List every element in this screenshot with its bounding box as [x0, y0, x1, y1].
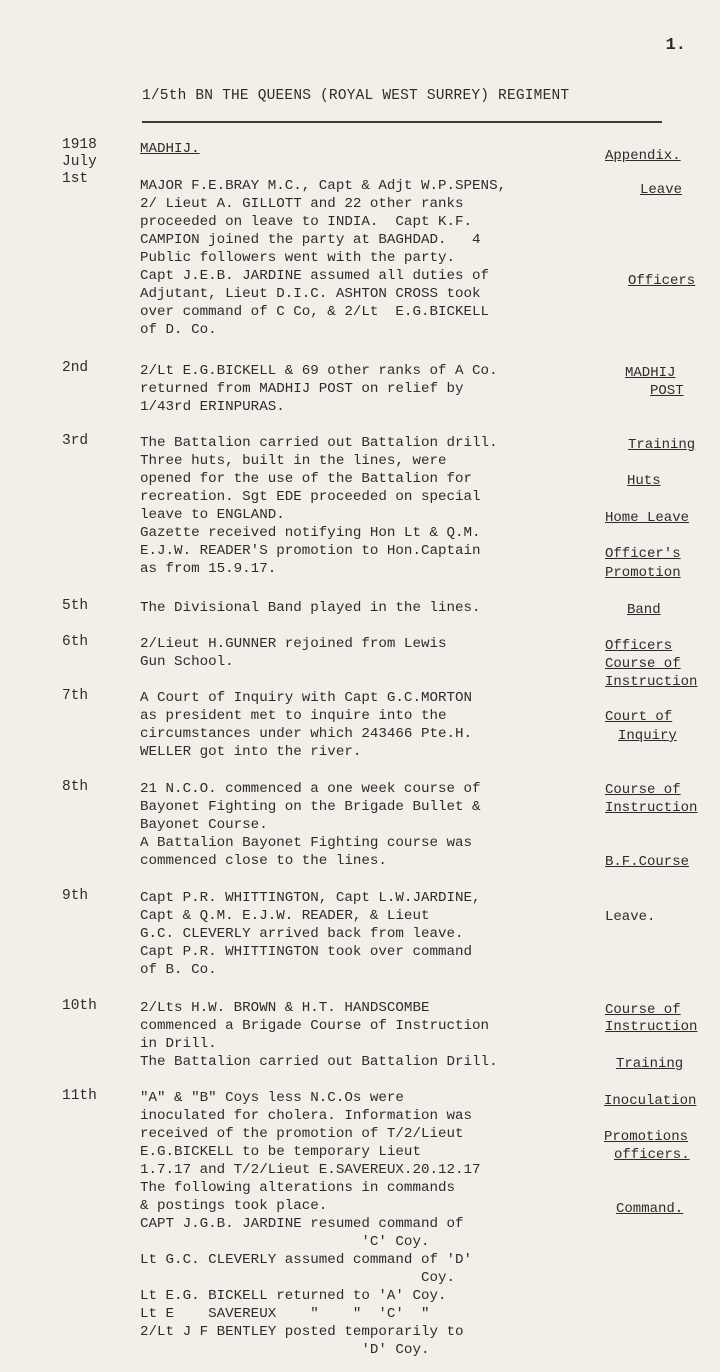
- appendix-label: Promotions: [604, 1129, 689, 1145]
- entry-line: opened for the use of the Battalion for: [140, 471, 473, 487]
- appendix-label: Officer's: [605, 546, 681, 562]
- entry-line: received of the promotion of T/2/Lieut: [140, 1126, 464, 1142]
- entry-line: over command of C Co, & 2/Lt E.G.BICKELL: [140, 304, 490, 320]
- entry-date: 10th: [62, 998, 97, 1014]
- entry-line: Gazette received notifying Hon Lt & Q.M.: [140, 525, 481, 541]
- entry-line: as president met to inquire into the: [140, 708, 447, 724]
- entry-date: 6th: [62, 634, 89, 650]
- entry-line: & postings took place.: [140, 1198, 328, 1214]
- entry-text: [140, 999, 602, 1071]
- entry-line: 2/Lieut H.GUNNER rejoined from Lewis: [140, 636, 447, 652]
- entry-line: Bayonet Course.: [140, 817, 268, 833]
- entry-line: 2/Lt E.G.BICKELL & 69 other ranks of A Co.: [140, 363, 498, 379]
- entry-line: G.C. CLEVERLY arrived back from leave.: [140, 926, 464, 942]
- entry-line: CAMPION joined the party at BAGHDAD. 4: [140, 232, 481, 248]
- entry-line: The Divisional Band played in the lines.: [140, 600, 481, 616]
- entry-line: Capt P.R. WHITTINGTON, Capt L.W.JARDINE,: [140, 890, 481, 906]
- entry-text: [140, 635, 602, 671]
- appendix-label: MADHIJ: [625, 365, 676, 381]
- entry-line: 21 N.C.O. commenced a one week course of: [140, 781, 481, 797]
- appendix-label: Course of: [605, 782, 681, 798]
- entry-line: E.G.BICKELL to be temporary Lieut: [140, 1144, 421, 1160]
- entry-line: "A" & "B" Coys less N.C.Os were: [140, 1090, 404, 1106]
- place-heading: MADHIJ.: [140, 141, 200, 157]
- entry-line: commenced close to the lines.: [140, 853, 387, 869]
- title-underline: [142, 121, 662, 123]
- entry-line: inoculated for cholera. Information was: [140, 1108, 473, 1124]
- entry-line: The Battalion carried out Battalion drill.: [140, 435, 498, 451]
- entry-line: commenced a Brigade Course of Instruction: [140, 1018, 490, 1034]
- appendix-label: Inoculation: [604, 1093, 697, 1109]
- entry-text: [140, 434, 602, 578]
- entry-date: 3rd: [62, 433, 89, 449]
- entry-line: A Battalion Bayonet Fighting course was: [140, 835, 473, 851]
- entry-date: 11th: [62, 1088, 97, 1104]
- entry-text: [140, 780, 602, 870]
- entry-line: WELLER got into the river.: [140, 744, 362, 760]
- appendix-label: Training: [616, 1056, 684, 1072]
- entry-text: [140, 177, 602, 339]
- entry-line: Capt & Q.M. E.J.W. READER, & Lieut: [140, 908, 430, 924]
- entry-line: Bayonet Fighting on the Brigade Bullet &: [140, 799, 481, 815]
- appendix-label: Band: [627, 602, 661, 618]
- appendix-label: Command.: [616, 1201, 684, 1217]
- entry-line: E.J.W. READER'S promotion to Hon.Captain: [140, 543, 481, 559]
- appendix-header: Appendix.: [605, 148, 681, 164]
- entry-line: Lt E.G. BICKELL returned to 'A' Coy.: [140, 1288, 447, 1304]
- entry-line: Capt P.R. WHITTINGTON took over command: [140, 944, 473, 960]
- entry-line: Gun School.: [140, 654, 234, 670]
- appendix-label: Huts: [627, 473, 661, 489]
- entry-line: returned from MADHIJ POST on relief by: [140, 381, 464, 397]
- appendix-label: Course of: [605, 656, 681, 672]
- entry-line: Three huts, built in the lines, were: [140, 453, 447, 469]
- entry-line: recreation. Sgt EDE proceeded on special: [140, 489, 481, 505]
- entry-line: of B. Co.: [140, 962, 217, 978]
- entry-line: 'C' Coy.: [140, 1234, 430, 1250]
- entry-line: MAJOR F.E.BRAY M.C., Capt & Adjt W.P.SPENS,: [140, 178, 507, 194]
- entry-line: Coy.: [140, 1270, 456, 1286]
- entry-line: proceeded on leave to INDIA. Capt K.F.: [140, 214, 473, 230]
- appendix-label: Inquiry: [618, 728, 677, 744]
- appendix-label: Training: [628, 437, 696, 453]
- entry-line: 1/43rd ERINPURAS.: [140, 399, 285, 415]
- entry-line: Lt E SAVEREUX " " 'C' ": [140, 1306, 430, 1322]
- entry-date: 5th: [62, 598, 89, 614]
- appendix-label: Home Leave: [605, 510, 690, 526]
- entry-date: 9th: [62, 888, 89, 904]
- entry-line: Capt J.E.B. JARDINE assumed all duties of: [140, 268, 490, 284]
- document-title: 1/5th BN THE QUEENS (ROYAL WEST SURREY) REGIMENT: [142, 88, 570, 104]
- entry-text: [140, 1089, 602, 1359]
- entry-date: 8th: [62, 779, 89, 795]
- entry-line: leave to ENGLAND.: [140, 507, 285, 523]
- appendix-label: B.F.Course: [605, 854, 690, 870]
- entry-line: Public followers went with the party.: [140, 250, 456, 266]
- appendix-label: Instruction: [605, 674, 698, 690]
- entry-line: 1.7.17 and T/2/Lieut E.SAVEREUX.20.12.17: [140, 1162, 481, 1178]
- entry-line: as from 15.9.17.: [140, 561, 277, 577]
- entry-line: A Court of Inquiry with Capt G.C.MORTON: [140, 690, 473, 706]
- entry-text: [140, 689, 602, 761]
- appendix-label: Promotion: [605, 565, 681, 581]
- entry-date: 1918 July 1st: [62, 137, 97, 187]
- appendix-label: Leave.: [605, 909, 656, 925]
- entry-line: The following alterations in commands: [140, 1180, 456, 1196]
- appendix-label: POST: [650, 383, 684, 399]
- appendix-label: Leave: [640, 182, 683, 198]
- appendix-label: Course of: [605, 1002, 681, 1018]
- entry-line: 'D' Coy.: [140, 1342, 430, 1358]
- entry-line: 2/Lts H.W. BROWN & H.T. HANDSCOMBE: [140, 1000, 430, 1016]
- entry-date: 2nd: [62, 360, 89, 376]
- appendix-label: Officers: [605, 638, 673, 654]
- appendix-label: Instruction: [605, 1019, 698, 1035]
- appendix-label: Court of: [605, 709, 673, 725]
- entry-text: [140, 362, 602, 416]
- entry-line: 2/Lt J F BENTLEY posted temporarily to: [140, 1324, 464, 1340]
- appendix-label: officers.: [614, 1147, 690, 1163]
- entry-text: [140, 599, 602, 617]
- entry-line: CAPT J.G.B. JARDINE resumed command of: [140, 1216, 464, 1232]
- page-number: 1.: [665, 36, 686, 55]
- entry-text: [140, 889, 602, 979]
- entry-date: 7th: [62, 688, 89, 704]
- entry-line: The Battalion carried out Battalion Drill.: [140, 1054, 498, 1070]
- entry-line: Lt G.C. CLEVERLY assumed command of 'D': [140, 1252, 473, 1268]
- entry-line: Adjutant, Lieut D.I.C. ASHTON CROSS took: [140, 286, 481, 302]
- appendix-label: Instruction: [605, 800, 698, 816]
- entry-line: 2/ Lieut A. GILLOTT and 22 other ranks: [140, 196, 464, 212]
- entry-line: in Drill.: [140, 1036, 217, 1052]
- entry-line: circumstances under which 243466 Pte.H.: [140, 726, 473, 742]
- entry-line: of D. Co.: [140, 322, 217, 338]
- appendix-label: Officers: [628, 273, 696, 289]
